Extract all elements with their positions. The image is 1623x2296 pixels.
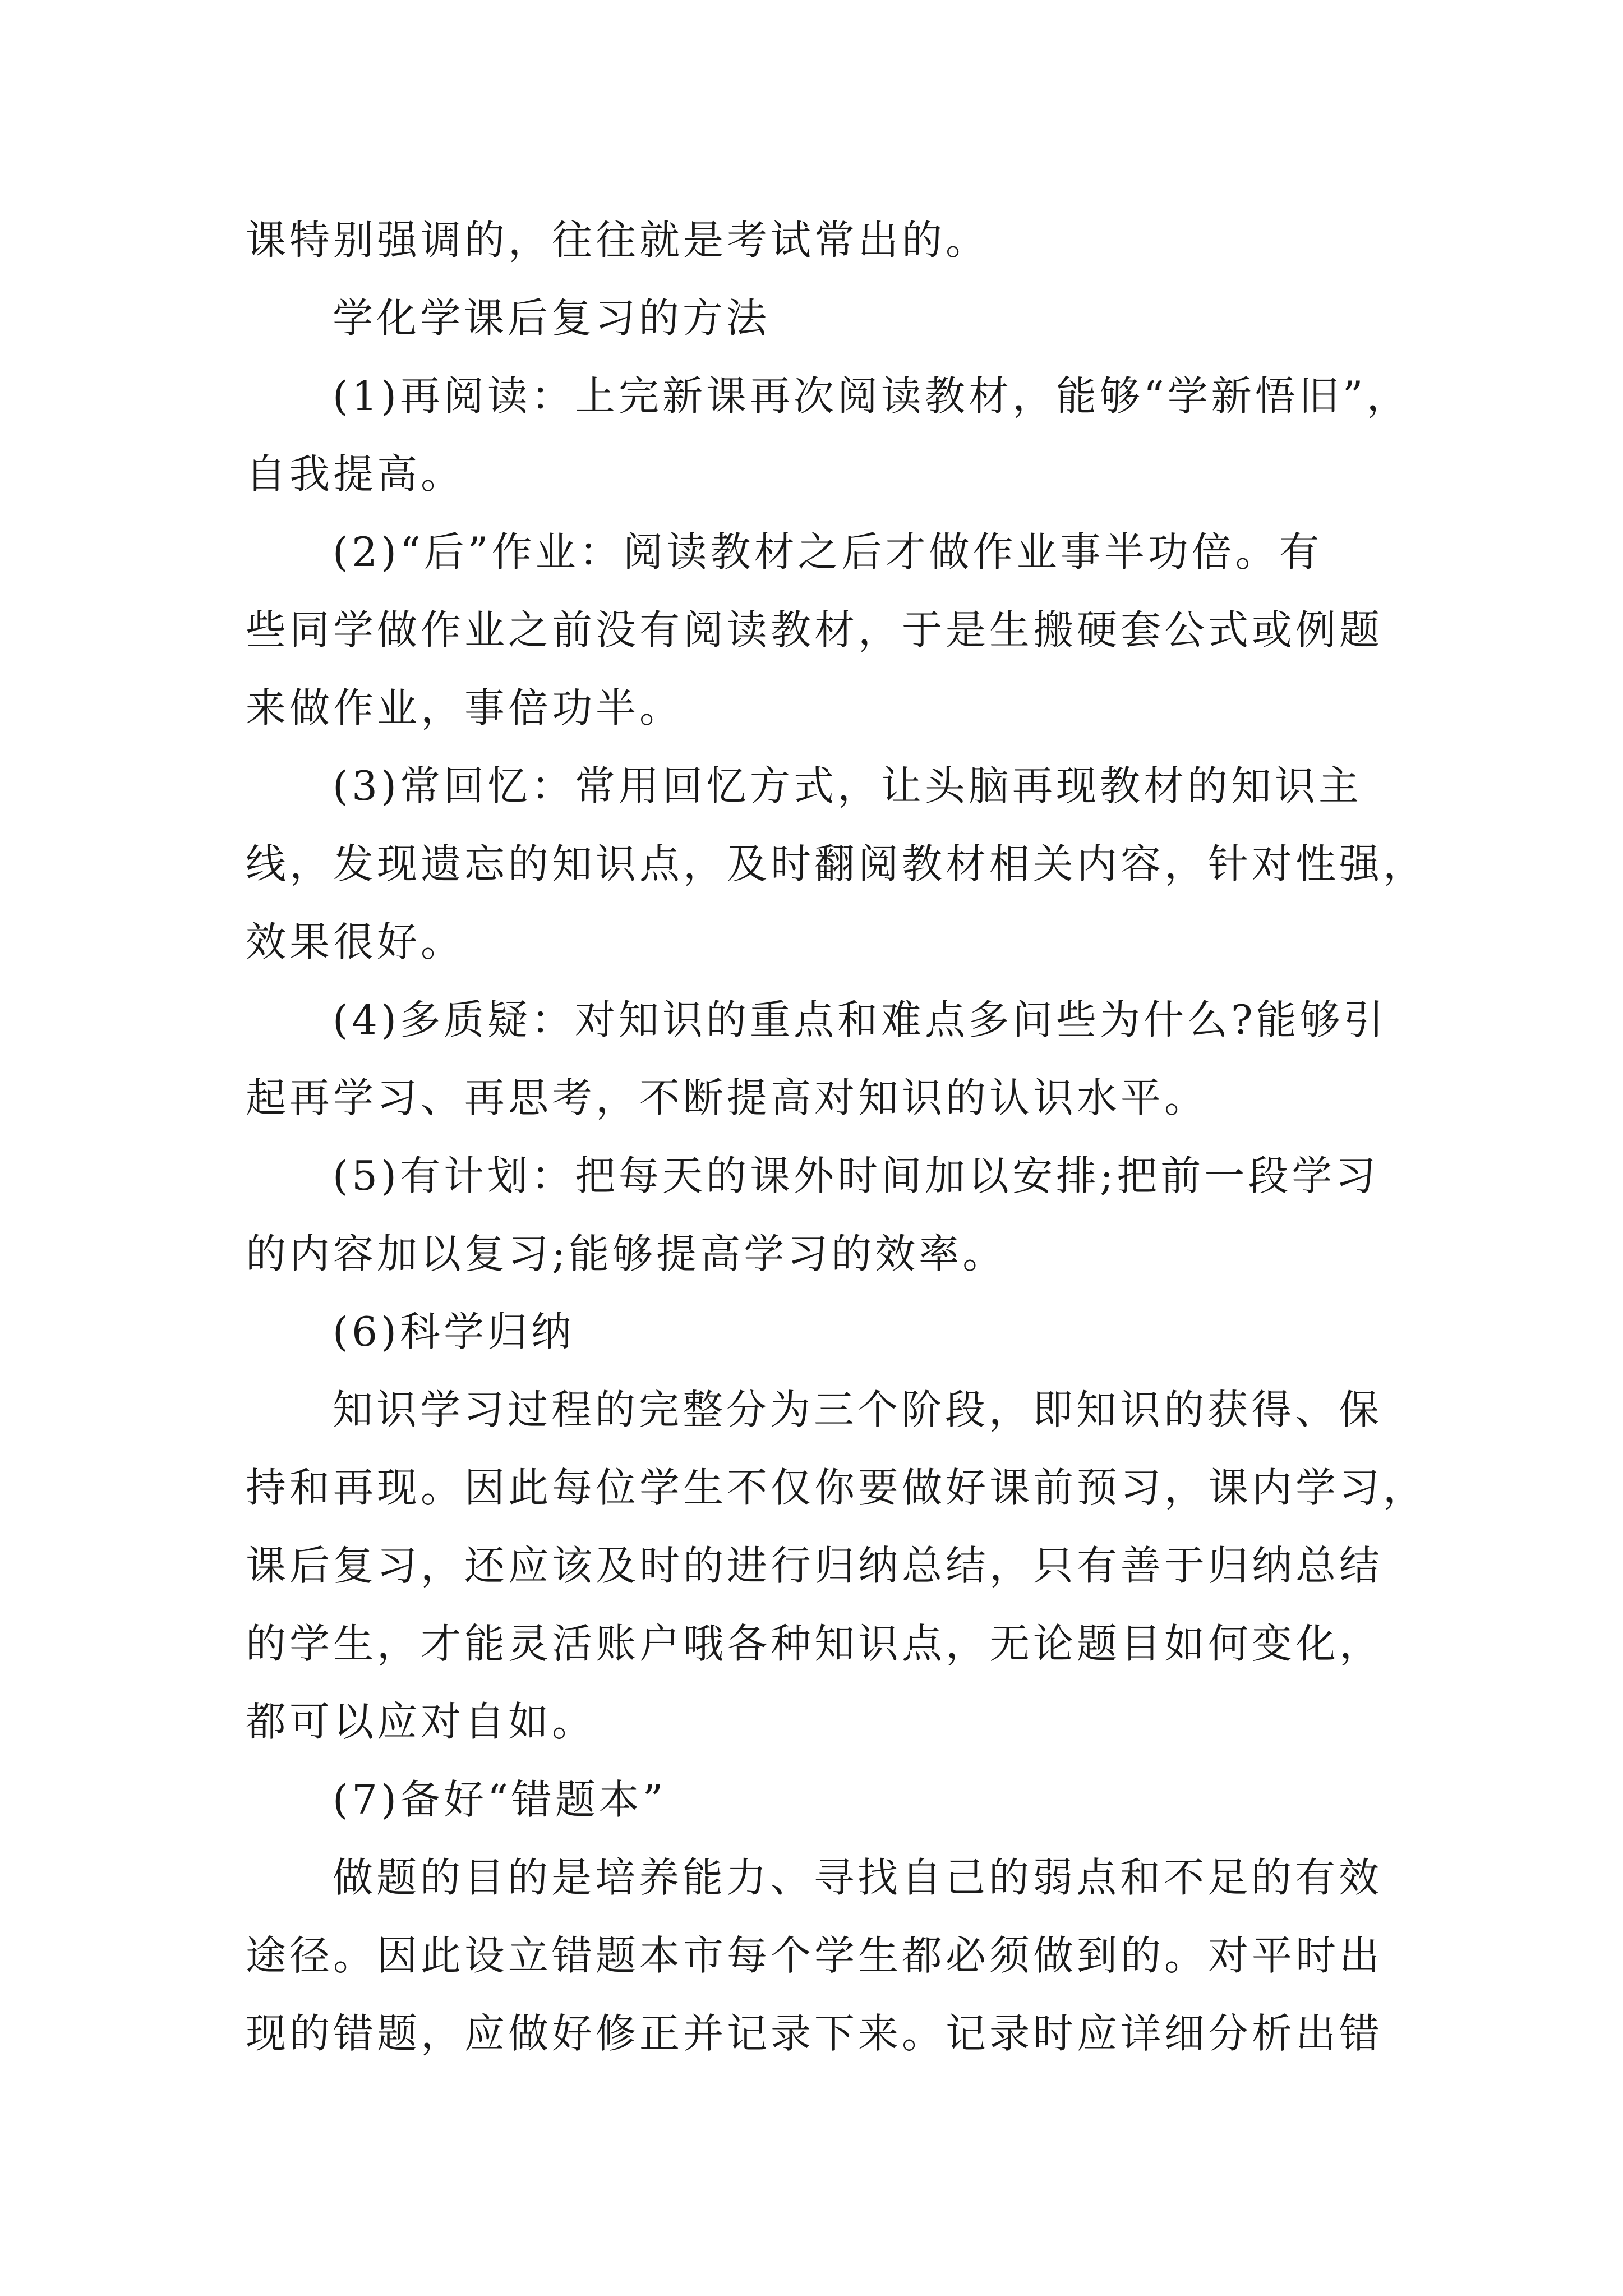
text-line: 效果很好。 bbox=[246, 918, 465, 965]
text-line: 的内容加以复习;能够提高学习的效率。 bbox=[246, 1230, 1007, 1277]
text-line: (2)“后”作业：阅读教材之后才做作业事半功倍。有 bbox=[333, 528, 1323, 576]
text-line: 做题的目的是培养能力、寻找自己的弱点和不足的有效 bbox=[333, 1854, 1383, 1901]
text-line: 线，发现遗忘的知识点，及时翻阅教材相关内容，针对性强， bbox=[246, 840, 1427, 887]
text-line: (4)多质疑：对知识的重点和难点多问些为什么?能够引 bbox=[333, 996, 1387, 1043]
text-line: 来做作业，事倍功半。 bbox=[246, 684, 684, 731]
text-line: 现的错题，应做好修正并记录下来。记录时应详细分析出错 bbox=[246, 2010, 1384, 2057]
text-line: 知识学习过程的完整分为三个阶段，即知识的获得、保 bbox=[333, 1386, 1383, 1433]
text-line: (5)有计划：把每天的课外时间加以安排;把前一段学习 bbox=[333, 1152, 1380, 1199]
text-line: 课后复习，还应该及时的进行归纳总结，只有善于归纳总结 bbox=[246, 1542, 1384, 1589]
text-line: 起再学习、再思考，不断提高对知识的认识水平。 bbox=[246, 1074, 1209, 1121]
text-line: 途径。因此设立错题本市每个学生都必须做到的。对平时出 bbox=[246, 1932, 1384, 1979]
text-line: (3)常回忆：常用回忆方式，让头脑再现教材的知识主 bbox=[333, 762, 1362, 809]
text-line: 持和再现。因此每位学生不仅你要做好课前预习，课内学习， bbox=[246, 1464, 1427, 1511]
text-line: 些同学做作业之前没有阅读教材，于是生搬硬套公式或例题 bbox=[246, 606, 1384, 654]
subheading: (7)备好“错题本” bbox=[333, 1776, 667, 1823]
text-line: (1)再阅读：上完新课再次阅读教材，能够“学新悟旧”， bbox=[333, 372, 1410, 420]
section-heading: 学化学课后复习的方法 bbox=[333, 295, 771, 342]
subheading: (6)科学归纳 bbox=[333, 1308, 575, 1355]
text-line: 都可以应对自如。 bbox=[246, 1698, 596, 1745]
text-line: 的学生，才能灵活账户哦各种知识点，无论题目如何变化， bbox=[246, 1620, 1384, 1667]
text-line: 课特别强调的，往往就是考试常出的。 bbox=[246, 217, 990, 264]
text-line: 自我提高。 bbox=[246, 450, 465, 498]
